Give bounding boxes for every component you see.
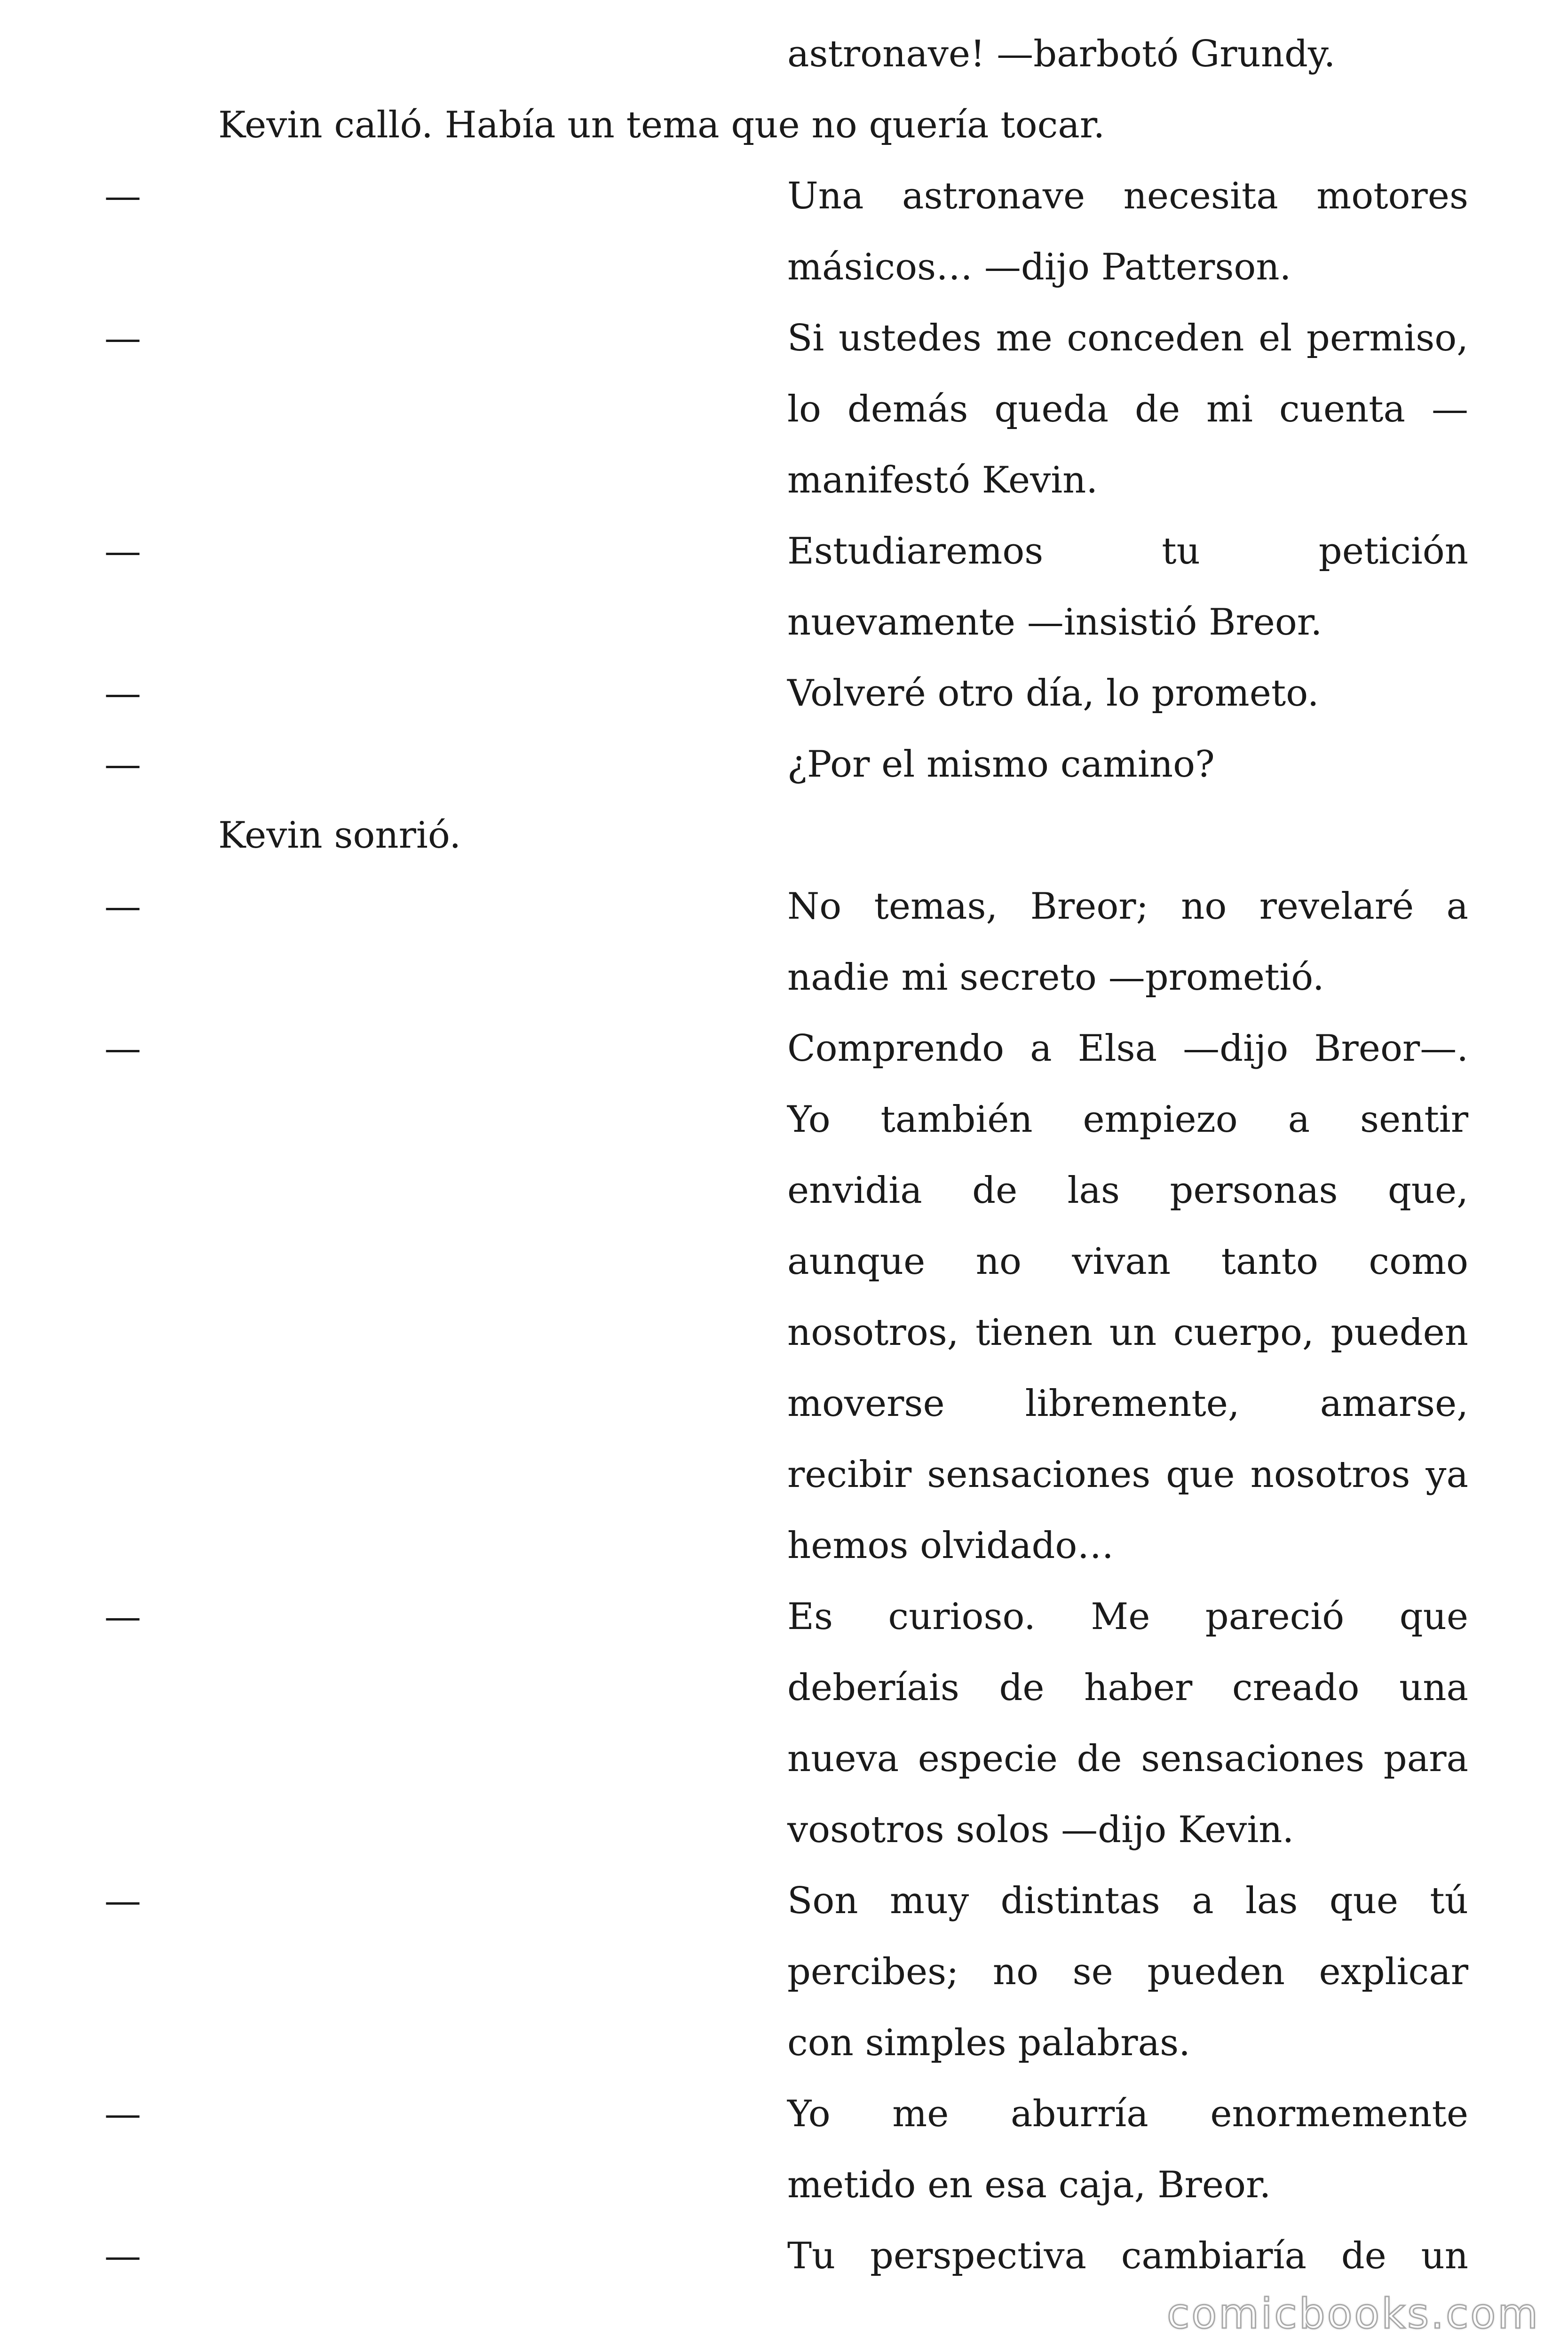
text-line: nadie mi secreto —prometió. (787, 956, 1324, 999)
watermark: comicbooks.com (1166, 2289, 1540, 2338)
text-line: manifestó Kevin. (787, 459, 1098, 501)
text-line: Yo también empiezo a sentir (787, 1098, 1468, 1141)
text-line: deberíais de haber creado una (787, 1667, 1468, 1709)
text-line: nueva especie de sensaciones para (787, 1738, 1468, 1780)
dialogue-dash: — (104, 2093, 141, 2135)
text-line: Estudiaremos tu petición (787, 530, 1468, 572)
text-line: Volveré otro día, lo prometo. (787, 672, 1319, 715)
text-line: nuevamente —insistió Breor. (787, 601, 1323, 644)
dialogue-dash: — (104, 1880, 141, 1922)
text-line: Tu perspectiva cambiaría de un (787, 2235, 1468, 2277)
text-line: vosotros solos —dijo Kevin. (787, 1809, 1294, 1851)
text-line: recibir sensaciones que nosotros ya (787, 1454, 1468, 1496)
text-line: Si ustedes me conceden el permiso, (787, 317, 1468, 359)
dialogue-column (787, 303, 1468, 516)
dialogue-dash: — (104, 530, 141, 572)
text-line: moverse libremente, amarse, (787, 1383, 1468, 1425)
narration-line: Kevin sonrió. (218, 814, 461, 857)
dialogue-dash: — (104, 2235, 141, 2277)
text-line: No temas, Breor; no revelaré a (787, 885, 1468, 928)
text-line: Una astronave necesita motores (787, 175, 1468, 217)
narration-line: Kevin calló. Había un tema que no quería tocar. (218, 104, 1105, 146)
dialogue-dash: — (104, 672, 141, 715)
text-line: con simples palabras. (787, 2022, 1190, 2064)
dialogue-column (787, 19, 1468, 90)
text-line: aunque no vivan tanto como (787, 1240, 1468, 1283)
dialogue-dash: — (104, 1596, 141, 1638)
text-line: metido en esa caja, Breor. (787, 2164, 1271, 2206)
dialogue-column (787, 871, 1468, 1013)
text-line: Son muy distintas a las que tú (787, 1880, 1468, 1922)
dialogue-column (787, 658, 1468, 729)
text-line: lo demás queda de mi cuenta — (787, 388, 1468, 430)
dialogue-dash: — (104, 175, 141, 217)
text-line: envidia de las personas que, (787, 1169, 1468, 1212)
dialogue-dash: — (104, 885, 141, 928)
text-line: másicos… —dijo Patterson. (787, 246, 1291, 288)
text-line: ¿Por el mismo camino? (787, 743, 1215, 786)
dialogue-column (787, 2221, 1468, 2292)
dialogue-column (787, 1581, 1468, 1866)
text-line: percibes; no se pueden explicar (787, 1951, 1468, 1993)
text-line: nosotros, tienen un cuerpo, pueden (787, 1311, 1468, 1354)
text-line: astronave! —barbotó Grundy. (787, 33, 1336, 75)
dialogue-column (787, 516, 1468, 658)
text-line: Comprendo a Elsa —dijo Breor—. (787, 1027, 1468, 1070)
dialogue-column (787, 1866, 1468, 2079)
text-line: hemos olvidado… (787, 1525, 1114, 1567)
text-line: Es curioso. Me pareció que (787, 1596, 1468, 1638)
dialogue-dash: — (104, 1027, 141, 1070)
dialogue-column (787, 729, 1468, 800)
dialogue-dash: — (104, 317, 141, 359)
dialogue-column (787, 161, 1468, 303)
dialogue-column (787, 1013, 1468, 1581)
dialogue-dash: — (104, 743, 141, 786)
text-line: Yo me aburría enormemente (787, 2093, 1468, 2135)
dialogue-column (787, 2079, 1468, 2221)
